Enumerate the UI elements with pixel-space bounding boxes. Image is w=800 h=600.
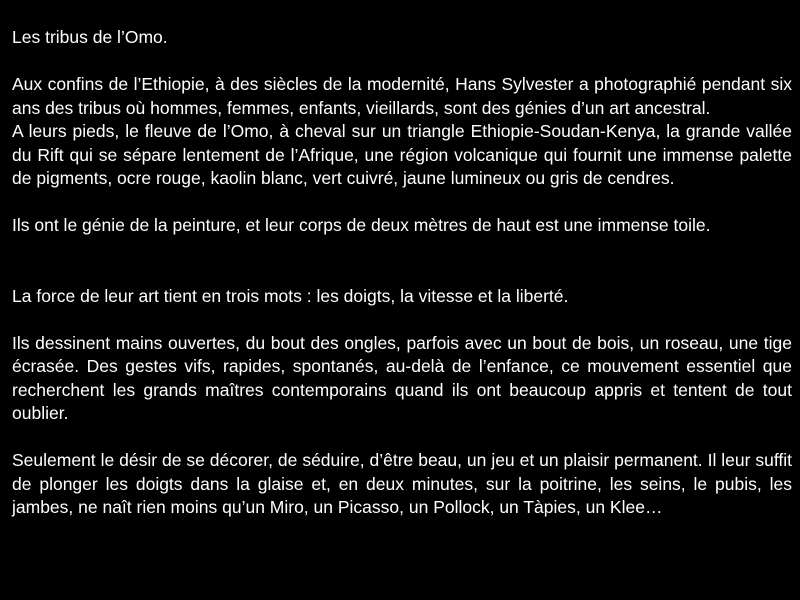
spacer (12, 238, 792, 285)
document-title: Les tribus de l’Omo. (12, 27, 168, 47)
paragraph-art-force: La force de leur art tient en trois mots : les doigts, la vitesse et la liberté. (12, 285, 569, 306)
spacer (12, 426, 792, 450)
paragraph-desire-to-decorate: Seulement le désir de se décorer, de séduire, d’être beau, un jeu et un plaisir permanent. Il leur suffit de plonger les doigts dans la glaise et, en deux minutes, sur la poitrine, les seins, le pubis, les jambes, ne naît rien moins qu’un Miro, un Picasso, un Pollock, un Tàpies, un Klee… (12, 450, 792, 517)
slide-text-block (12, 26, 792, 520)
paragraph-painting-genius: Ils ont le génie de la peinture, et leur corps de deux mètres de haut est une immense toile. (12, 215, 711, 235)
paragraph-omo-river: A leurs pieds, le fleuve de l’Omo, à cheval sur un triangle Ethiopie-Soudan-Kenya, la grande vallée du Rift qui se sépare lentement de l’Afrique, une région volcanique qui fournit une immense palette de pigments, ocre rouge, kaolin blanc, vert cuivré, jaune lumineux ou gris de cendres. (12, 121, 792, 188)
spacer (12, 308, 792, 332)
spacer (12, 191, 792, 215)
paragraph-drawing-gestures: Ils dessinent mains ouvertes, du bout des ongles, parfois avec un bout de bois, un roseau, une tige écrasée. Des gestes vifs, rapides, spontanés, au-delà de l’enfance, ce mouvement essentiel que recherchent les grands maîtres contemporains quand ils ont beaucoup appris et tentent de tout oublier. (12, 332, 792, 423)
paragraph-hans-sylvester: Aux confins de l’Ethiopie, à des siècles de la modernité, Hans Sylvester a photographié pendant six ans des tribus où hommes, femmes, enfants, vieillards, sont des génies d’un art ancestral. (12, 74, 792, 118)
spacer (12, 50, 792, 74)
